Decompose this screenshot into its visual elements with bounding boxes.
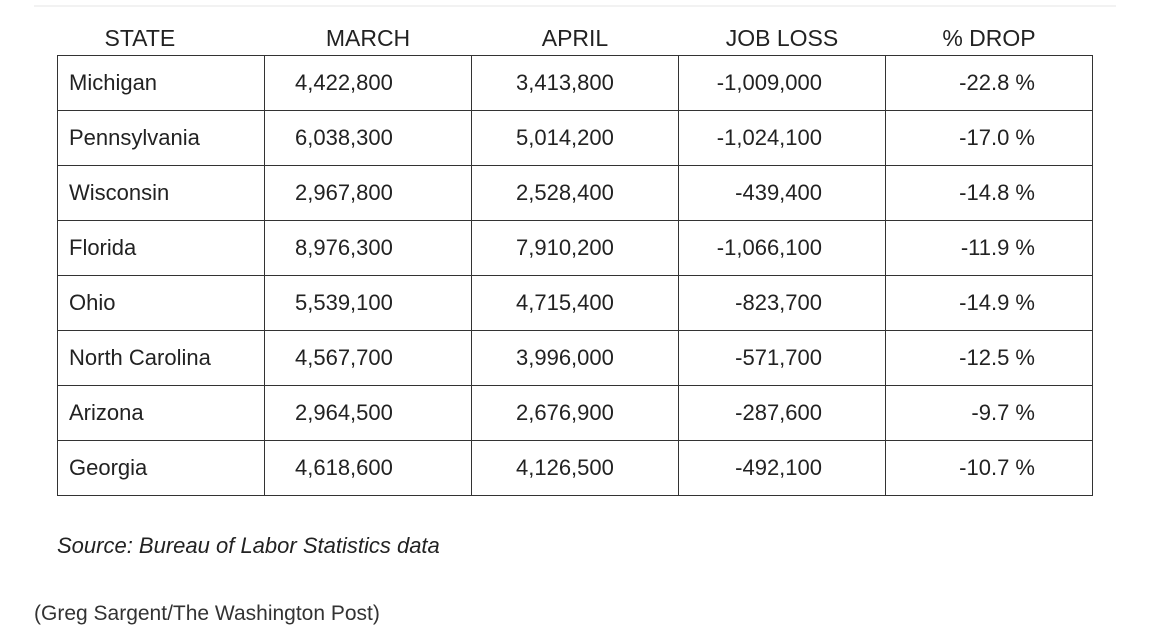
cell-march: 4,567,700	[265, 331, 472, 386]
table-row	[58, 276, 1093, 331]
column-header-march: MARCH	[325, 25, 411, 51]
cell-state: Ohio	[58, 276, 265, 331]
cell-april: 5,014,200	[472, 111, 679, 166]
table-header-row	[58, 22, 1093, 56]
cell-pct-drop: -14.8 %	[886, 166, 1093, 221]
top-divider	[34, 5, 1116, 7]
cell-pct-drop: -12.5 %	[886, 331, 1093, 386]
cell-march: 8,976,300	[265, 221, 472, 276]
cell-state: Florida	[58, 221, 265, 276]
source-note: Source: Bureau of Labor Statistics data	[57, 533, 440, 558]
cell-pct-drop: -14.9 %	[886, 276, 1093, 331]
cell-march: 5,539,100	[265, 276, 472, 331]
table-row	[58, 441, 1093, 496]
cell-april: 4,715,400	[472, 276, 679, 331]
table-row	[58, 221, 1093, 276]
cell-march: 6,038,300	[265, 111, 472, 166]
cell-april: 3,413,800	[472, 56, 679, 111]
cell-april: 3,996,000	[472, 331, 679, 386]
table-row	[58, 166, 1093, 221]
cell-pct-drop: -10.7 %	[886, 441, 1093, 496]
image-credit: (Greg Sargent/The Washington Post)	[34, 602, 380, 625]
cell-state: Wisconsin	[58, 166, 265, 221]
cell-state: Michigan	[58, 56, 265, 111]
cell-state: North Carolina	[58, 331, 265, 386]
cell-march: 2,967,800	[265, 166, 472, 221]
cell-pct-drop: -17.0 %	[886, 111, 1093, 166]
table-row	[58, 56, 1093, 111]
cell-pct-drop: -9.7 %	[886, 386, 1093, 441]
cell-state: Georgia	[58, 441, 265, 496]
cell-job-loss: -492,100	[679, 441, 886, 496]
cell-job-loss: -1,009,000	[679, 56, 886, 111]
cell-march: 4,618,600	[265, 441, 472, 496]
cell-job-loss: -1,066,100	[679, 221, 886, 276]
cell-april: 7,910,200	[472, 221, 679, 276]
cell-state: Arizona	[58, 386, 265, 441]
cell-march: 4,422,800	[265, 56, 472, 111]
cell-job-loss: -823,700	[679, 276, 886, 331]
table-row	[58, 386, 1093, 441]
job-loss-figure	[57, 22, 1092, 496]
column-header-april: APRIL	[541, 25, 609, 51]
table-row	[58, 111, 1093, 166]
cell-job-loss: -1,024,100	[679, 111, 886, 166]
table-row	[58, 331, 1093, 386]
column-header-state: STATE	[104, 25, 176, 51]
cell-state: Pennsylvania	[58, 111, 265, 166]
cell-april: 2,528,400	[472, 166, 679, 221]
cell-april: 2,676,900	[472, 386, 679, 441]
cell-job-loss: -439,400	[679, 166, 886, 221]
column-header-job-loss: JOB LOSS	[725, 25, 839, 51]
column-header-pct-drop: % DROP	[942, 25, 1036, 51]
cell-pct-drop: -22.8 %	[886, 56, 1093, 111]
cell-job-loss: -287,600	[679, 386, 886, 441]
cell-april: 4,126,500	[472, 441, 679, 496]
cell-march: 2,964,500	[265, 386, 472, 441]
job-loss-table	[57, 22, 1093, 496]
cell-pct-drop: -11.9 %	[886, 221, 1093, 276]
cell-job-loss: -571,700	[679, 331, 886, 386]
